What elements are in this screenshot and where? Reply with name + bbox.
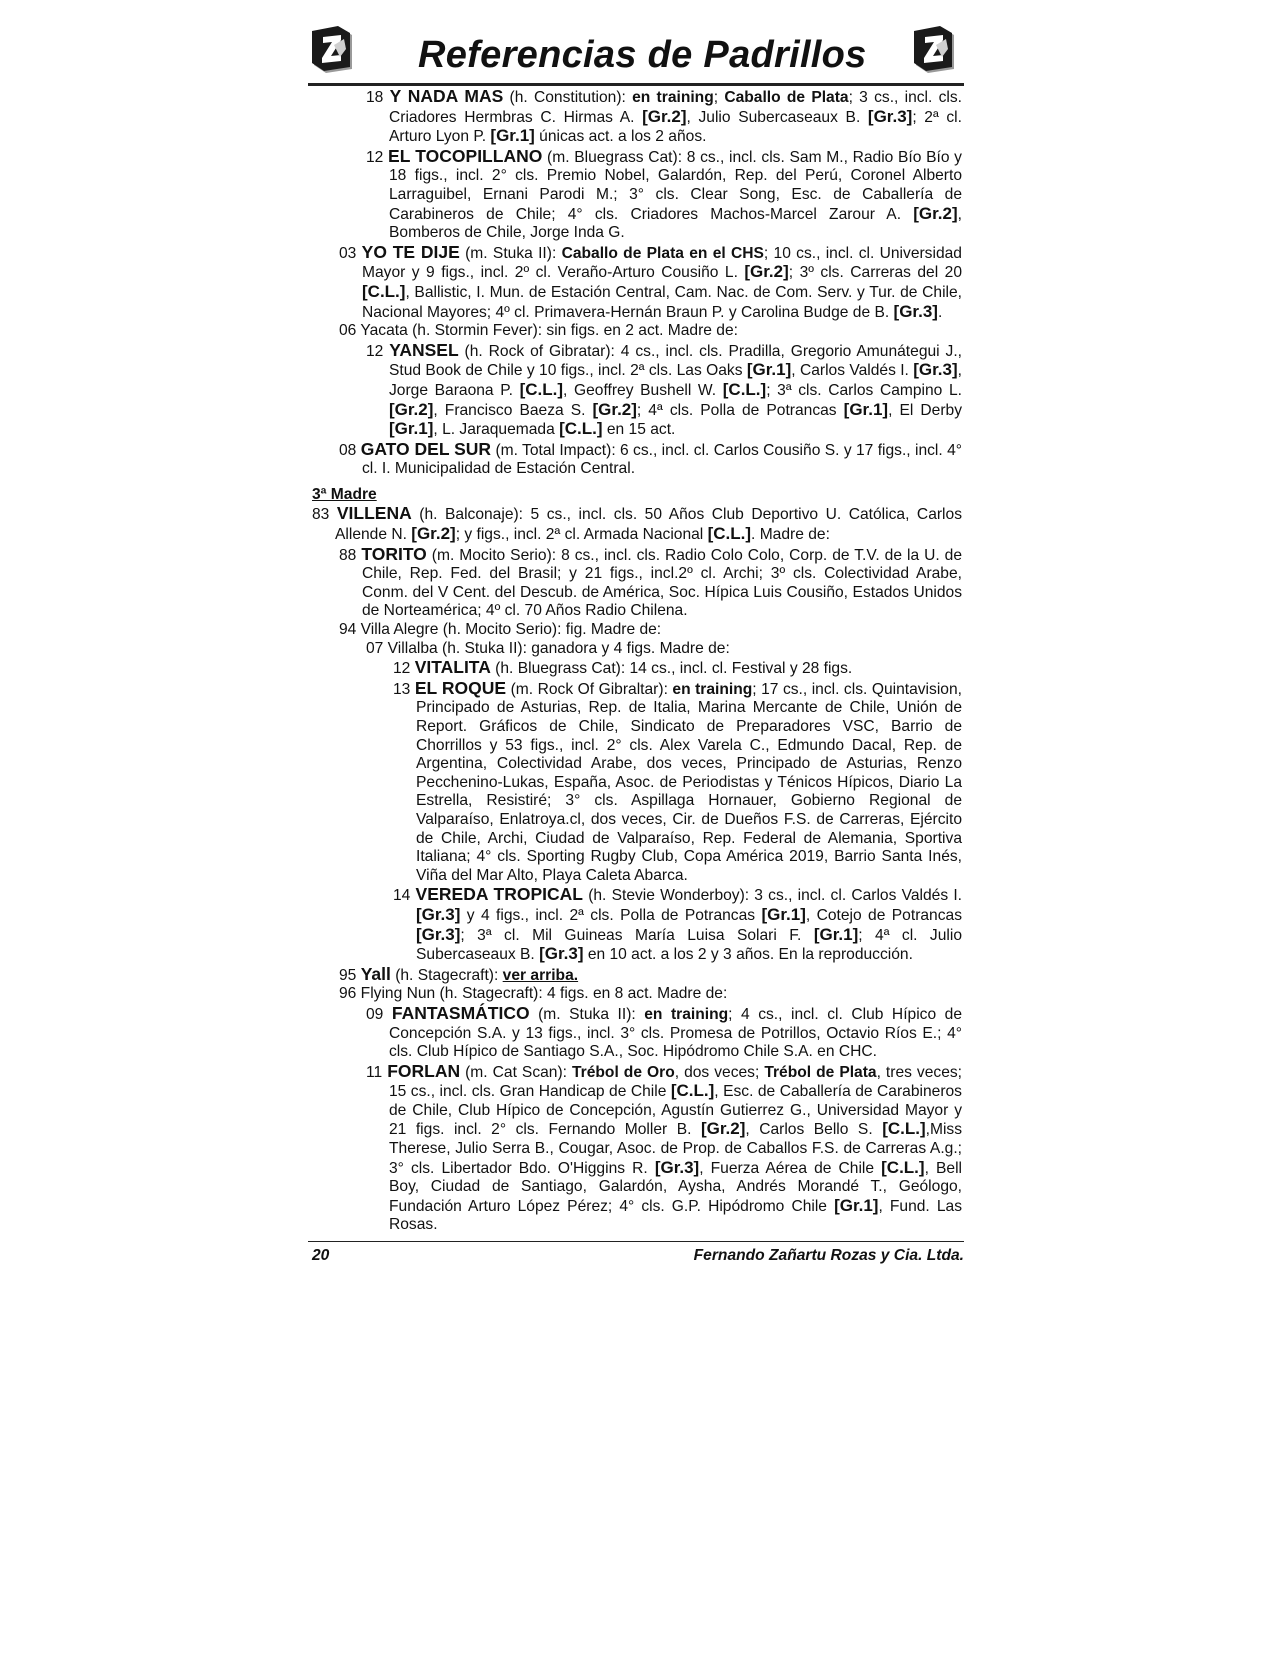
race-grade: [C.L.] [882,1119,926,1139]
race-grade: [C.L.] [670,1081,715,1101]
entry-text: . Madre de: [751,526,830,544]
race-grade: [Gr.3] [654,1157,700,1177]
entry-text: , Fund. Las Rosas. [389,1197,962,1234]
footer-divider [308,1241,964,1242]
entry-text: 08 [339,441,361,459]
entry-text: , Geoffrey Bushell W. [563,381,723,399]
entry-text: (m. Rock Of Gibraltar): [506,680,673,698]
distinction: en training [644,1005,729,1023]
horse-name: FANTASMÁTICO [391,1002,530,1023]
horse-name: YANSEL [389,339,459,360]
entry-text: únicas act. a los 2 años. [534,128,707,146]
horse-name: FORLAN [387,1060,461,1081]
entry-text: , Fuerza Aérea de Chile [699,1159,882,1177]
entry-text: ; 10 cs., incl. cl. Universidad Mayor y 9 figs., incl. 2º cl. Veraño-Arturo Cousiño L. [362,244,962,282]
horse-name: VEREDA TROPICAL [415,884,583,905]
entry-text: 11 [366,1063,388,1081]
pedigree-entry [312,985,962,1004]
distinction: Trébol de Oro [572,1063,675,1081]
entry-text: (h. Rock of Gibratar): 4 cs., incl. cls. Pradilla, Gregorio Amunátegui J., Stud Book de Chile y 10 figs., incl. 2ª cls. Las Oaks [389,342,962,380]
race-grade: [Gr.2] [389,399,434,419]
entry-text: ; y figs., incl. 2ª cl. Armada Nacional [455,526,708,544]
race-grade: [Gr.1] [389,419,434,439]
entry-text: y 4 figs., incl. 2ª cls. Polla de Potrancas [460,906,762,924]
entry-text: , tres veces; 15 cs., incl. cls. Gran Handicap de Chile [389,1063,963,1101]
distinction: Caballo de Plata [724,89,849,106]
entry-text: ; 3º cls. Carreras del 20 [788,264,963,282]
pedigree-entry [312,147,962,243]
pedigree-entry [312,658,962,679]
entry-text: 95 [339,966,361,984]
race-grade: [Gr.2] [642,106,687,126]
entry-text: ; [713,89,725,106]
entry-text: 3ª Madre [312,485,377,503]
entry-text: (m. Mocito Serio): 8 cs., incl. cls. Radio Colo Colo, Corp. de T.V. de la U. de Chile, Rep. Fed. del Brasil; y 21 figs., incl.2º cl. Archi; 3º cls. Colectividad Arabe, Conm. del V Cent. del Descub. de América, Soc. Hípica Luis Cousiño, Estados Unidos de Norteamérica; 4º cl. 70 Años Radio Chilena. [362,546,962,620]
race-grade: [Gr.3] [893,301,938,321]
race-grade: [Gr.3] [416,924,461,944]
entry-text: 06 Yacata (h. Stormin Fever): sin figs. en 2 act. Madre de: [339,322,738,340]
entry-text: , Carlos Valdés I. [791,362,914,380]
entry-text: 03 [339,244,362,262]
pedigree-entry [312,621,962,640]
horse-head-logo-icon [310,25,356,75]
entry-text: , Francisco Baeza S. [433,401,593,419]
entry-text: . [937,303,943,321]
distinction: en training [672,680,753,698]
entry-text: 12 [366,148,389,166]
entry-text: 18 [366,89,390,106]
entry-text: 07 Villalba (h. Stuka II): ganadora y 4 figs. Madre de: [366,639,730,657]
entry-text: , Cotejo de Potrancas [805,906,962,924]
race-grade: [Gr.1] [843,399,889,419]
entry-text: (m. Bluegrass Cat): 8 cs., incl. cls. Sam M., Radio Bío Bío y 18 figs., incl. 2° cls. Premio Nobel, Galardón, Rep. del Perú, Coronel Alberto Larraguibel, Ernani Parodi M.; 3° cls. Clear Song, Esc. de Caballería de Carabineros de Chile; 4° cls. Criadores Machos-Marcel Zarour A. [389,148,962,223]
pedigree-entry [312,885,962,964]
entry-text: , Julio Subercaseaux B. [686,108,868,126]
race-grade: [Gr.1] [761,904,806,924]
race-grade: [Gr.3] [416,904,461,924]
entry-text: ; 2ª cl. Arturo Lyon P. [389,108,962,146]
horse-head-logo-icon [912,25,958,75]
horse-name: YO TE DIJE [361,241,460,262]
race-grade: [C.L.] [722,379,767,399]
pedigree-entry [312,243,962,322]
pedigree-entry [312,322,962,341]
entry-text: , Jorge Baraona P. [389,362,962,399]
race-grade: [Gr.3] [867,106,913,126]
pedigree-entry [312,679,962,886]
section-heading [312,486,962,505]
entry-text: , Bomberos de Chile, Jorge Inda G. [389,205,962,242]
entry-text: (m. Cat Scan): [460,1063,572,1081]
entry-text: 12 [366,342,390,360]
horse-name: EL TOCOPILLANO [388,145,543,166]
race-grade: [Gr.2] [411,524,456,544]
entry-text: 96 Flying Nun (h. Stagecraft): 4 figs. en 8 act. Madre de: [339,985,728,1003]
pedigree-entry [312,640,962,659]
entry-text: 94 Villa Alegre (h. Mocito Serio): fig. Madre de: [339,621,662,639]
entry-text: ,Miss Therese, Julio Serra B., Cougar, Asoc. de Prop. de Caballos F.S. de Carreras A.g.; 3° cls. Libertador Bdo. O'Higgins R. [389,1121,963,1177]
entry-text: 83 [312,506,337,524]
race-grade: [Gr.3] [913,360,958,380]
entry-text: 13 [393,680,415,698]
entry-text: 12 [393,660,415,678]
entry-text: (h. Stagecraft): [390,966,503,984]
pedigree-entry [312,341,962,440]
pedigree-entry [312,545,962,621]
pedigree-entry [312,87,962,147]
entry-text: , Carlos Bello S. [745,1121,883,1139]
entry-text: 88 [339,546,362,564]
entry-text: (h. Constitution): [503,89,633,106]
entry-text: ; 3ª cl. Mil Guineas María Luisa Solari F. [460,926,814,944]
page-number: 20 [312,1247,330,1264]
race-grade: [Gr.1] [813,924,859,944]
entry-text: (m. Stuka II): [529,1005,645,1023]
race-grade: [C.L.] [559,419,603,439]
race-grade: [Gr.2] [592,399,637,419]
entry-text: ; 3 cs., incl. cls. Criadores Hermbras C. Hirmas A. [389,89,962,126]
horse-name: VILLENA [336,503,412,524]
pedigree-entry [312,504,962,544]
entry-text: ; 4 cs., incl. cl. Club Hípico de Concepción S.A. y 13 figs., incl. 3° cls. Promesa de Potrillos, Octavio Ríos E.; 4° cls. Club Hípico de Santiago S.A., Soc. Hipódromo Chile S.A. en CHC. [389,1005,962,1061]
entry-text: ; 3ª cls. Carlos Campino L. [766,381,962,399]
entry-text: (h. Stevie Wonderboy): 3 cs., incl. cl. Carlos Valdés I. [583,887,962,905]
entry-text: , Ballistic, I. Mun. de Estación Central, Cam. Nac. de Com. Serv. y Tur. de Chile, Nacional Mayores; 4º cl. Primavera-Hernán Braun P. y Carolina Budge de B. [362,283,962,321]
entry-text: , Esc. de Caballería de Carabineros de Chile, Club Hípico de Concepción, Agustín Gutierrez G., Universidad Mayor y 21 figs. incl. 2° cls. Fernando Moller B. [389,1083,962,1139]
pedigree-entry [312,1062,962,1235]
entry-text: , Bell Boy, Ciudad de Santiago, Galardón, Aysha, Andrés Morandé T., Geólogo, Fundación Arturo López Pérez; 4° cls. G.P. Hipódromo Chile [389,1159,962,1215]
race-grade: [C.L.] [707,524,752,544]
entry-text: ; 4ª cls. Polla de Potrancas [636,401,844,419]
entry-text: , L. Jaraquemada [433,421,560,439]
horse-name: VITALITA [414,657,491,678]
page-footer [312,1247,964,1269]
entry-text: ; 4ª cl. Julio Subercaseaux B. [416,926,962,964]
race-grade: [Gr.1] [490,126,535,146]
distinction: en training [632,89,714,106]
distinction: Trébol de Plata [764,1063,877,1081]
page-header [308,20,964,86]
entry-text: (h. Balconaje): 5 cs., incl. cls. 50 Años Club Deportivo U. Católica, Carlos Allende N. [335,506,962,544]
pedigree-text [312,87,962,1235]
entry-text: 09 [366,1005,392,1023]
pedigree-entry [312,965,962,986]
horse-name: Y NADA MAS [389,86,504,106]
horse-name: EL ROQUE [414,677,507,698]
horse-name: GATO DEL SUR [360,438,492,459]
distinction: Caballo de Plata en el CHS [561,244,764,262]
race-grade: [C.L.] [881,1157,925,1177]
entry-text: en 10 act. a los 2 y 3 años. En la reproducción. [583,946,913,964]
pedigree-entry [312,1004,962,1062]
entry-text: (m. Total Impact): 6 cs., incl. cl. Carlos Cousiño S. y 17 figs., incl. 4° cl. I. Municipalidad de Estación Central. [362,441,962,478]
publisher-name: Fernando Zañartu Rozas y Cia. Ltda. [693,1247,964,1264]
entry-text: , dos veces; [674,1063,765,1081]
race-grade: [Gr.2] [913,203,958,223]
entry-text: (h. Bluegrass Cat): 14 cs., incl. cl. Festival y 28 figs. [490,660,853,678]
entry-text: , El Derby [888,401,962,419]
race-grade: [Gr.3] [539,944,584,964]
entry-text: 14 [393,887,416,905]
race-grade: [C.L.] [362,281,406,301]
page-title: Referencias de Padrillos [418,34,867,76]
race-grade: [Gr.1] [746,360,792,380]
race-grade: [Gr.2] [744,262,789,282]
race-grade: [Gr.1] [834,1195,879,1215]
race-grade: [Gr.2] [700,1119,746,1139]
horse-name: TORITO [361,543,427,564]
cross-reference: ver arriba. [502,966,579,984]
race-grade: [C.L.] [519,379,564,399]
entry-text: (m. Stuka II): [459,244,562,262]
horse-name: Yall [360,963,391,984]
pedigree-entry [312,440,962,479]
entry-text: ; 17 cs., incl. cls. Quintavision, Principado de Asturias, Rep. de Italia, Marina Mercante de Chile, Unión de Report. Gráficos de Chile, Sindicato de Preparadores VSC, Barrio de Chorrillos y 53 figs., incl. 2° cls. Alex Varela C., Edmundo Dacal, Rep. de Argentina, Colectividad Arabe, dos veces, Principado de Asturias, Renzo Pecchenino-Lukas, España, Asoc. de Periodistas y Ténicos Hípicos, Diario La Estrella, Resistiré; 3° cls. Aspillaga Hornauer, Gobierno Regional de Valparaíso, Enlatroya.cl, dos veces, Cir. de Dueños F.S. de Carreras, Ejército de Chile, Archi, Ciudad de Valparaíso, Rep. Federal de Alemania, Sportiva Italiana; 4° cls. Sporting Rugby Club, Copa América 2019, Barrio Santa Inés, Viña del Mar Alto, Playa Caleta Abarca. [416,680,962,884]
entry-text: en 15 act. [602,421,676,439]
